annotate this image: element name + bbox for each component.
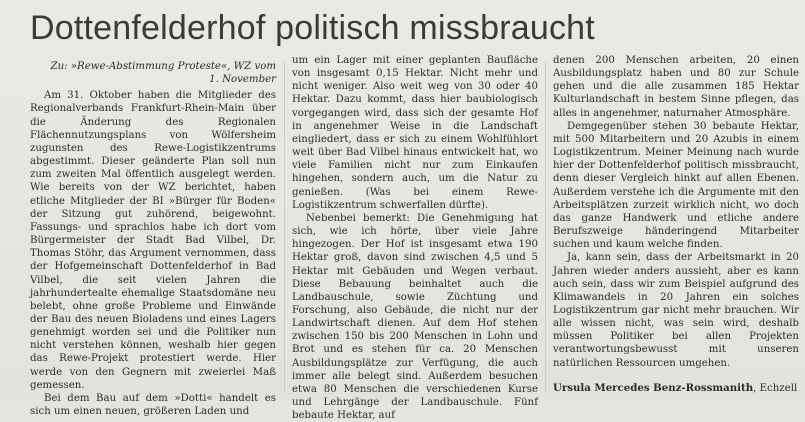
paragraph: Bei dem Bau auf dem »Dotti« handelt es sich um einen neuen, größeren Laden und: [30, 392, 276, 418]
column-3: [553, 54, 799, 395]
column-1: [30, 60, 276, 418]
paragraph: um ein Lager mit einer geplanten Baufläche von insgesamt 0,15 Hektar. Nicht mehr und nicht weniger. Also weit weg von 30 oder 40 Hektar. Dazu kommt, dass hier baubiologisch vorgegangen wird, dass sich der gesamte Hof in angenehmer Weise in die Landschaft eingliedert, dass er sich zu einem Wohlfühlort weit über Bad Vilbel hinaus entwickelt hat, wo viele Familien nicht nur zum Einkaufen hingehen, sondern auch, um die Natur zu genießen. (Was bei einem Rewe-Logistikzentrum schwerfallen dürfte).: [292, 55, 538, 211]
author-name: Ursula Mercedes Benz-Rossmanith: [553, 381, 754, 394]
paragraph: Am 31. Oktober haben die Mitglieder des Regionalverbands Frankfurt-Rhein-Main über die Änderung des Regionalen Flächennutzungsplans von Wölfersheim zugunsten des Rewe-Logistikzentrums abgestimmt. Dieser geänderte Plan soll nun zum zweiten Mal öffentlich ausgelegt werden. Wie bereits von der WZ berichtet, haben etliche Mitglieder der BI »Bürger für Boden« der Sitzung gut zuhörend, beigewohnt. Fassungs- und sprachlos habe ich dort vom Bürgermeister der Stadt Bad Vilbel, Dr. Thomas Stöhr, das Argument vernommen, dass der Hofgemeinschaft Dottenfelderhof in Bad Vilbel, die seit vielen Jahren die jahrhundertealte ehemalige Staatsdomäne neu belebt, ohne große Probleme und Einwände der Bau des neuen Bioladens und eines Lagers genehmigt worden sei und die Politiker nun nicht verstehen können, weshalb hier gegen das Rewe-Projekt protestiert werde. Hier werde von den Gegnern mit zweierlei Maß gemessen.: [30, 90, 276, 391]
paragraph: Demgegenüber stehen 30 bebaute Hektar, mit 500 Mitarbeitern und 20 Azubis in einem Logistikzentrum. Meiner Meinung nach wurde hier der Dottenfelderhof politisch missbraucht, denn dieser Vergleich hinkt auf allen Ebenen. Außerdem verstehe ich die Argumente mit den Arbeitsplätzen zurzeit wirklich nicht, wo doch das ganze Handwerk und etliche andere Berufszweige händeringend Mitarbeiter suchen und kaum welche finden.: [553, 120, 799, 251]
signature-line: [553, 382, 799, 395]
paragraph: Nebenbei bemerkt: Die Genehmigung hat sich, wie ich hörte, über viele Jahre hingezogen. Der Hof ist insgesamt etwa 190 Hektar groß, davon sind zwischen 4,5 und 5 Hektar mit Gebäuden und Wegen verbaut. Diese Bebauung beinhaltet auch die Landbauschule, sowie Züchtung und Forschung, also Gebäude, die nicht nur der Landwirtschaft dienen. Auf dem Hof stehen zwischen 150 bis 200 Menschen in Lohn und Brot und es stehen für ca. 20 Menschen Ausbildungsplätze zur Verfügung, die auch immer alle belegt sind. Außerdem besuchen etwa 80 Menschen die verschiedenen Kurse und Lehrgänge der Landbauschule. Fünf bebaute Hektar, auf: [292, 212, 538, 422]
column-divider: [545, 62, 546, 392]
paragraph: denen 200 Menschen arbeiten, 20 einen Ausbildungsplatz haben und 80 zur Schule gehen und die alle zusammen 185 Hektar Kulturlandschaft in bestem Sinne pflegen, das alles in angenehmer, naturnaher Atmosphäre.: [553, 55, 799, 119]
column-2: [292, 54, 538, 422]
letter-reference: Zu: »Rewe-Abstimmung Proteste«, WZ vom 1. November: [50, 61, 276, 86]
headline: Dottenfelderhof politisch missbraucht: [30, 9, 595, 47]
author-place: , Echzell: [753, 382, 798, 394]
paragraph: Ja, kann sein, dass der Arbeitsmarkt in 20 Jahren wieder anders aussieht, aber es kann auch sein, dass wir zum Beispiel aufgrund des Klimawandels in 20 Jahren ein solches Logistikzentrum gar nicht mehr brauchen. Wir alle wissen nicht, was sein wird, deshalb müssen Politiker bei allen Projekten verantwortungsbewusst mit unseren natürlichen Ressourcen umgehen.: [553, 252, 799, 369]
column-divider: [284, 62, 285, 392]
